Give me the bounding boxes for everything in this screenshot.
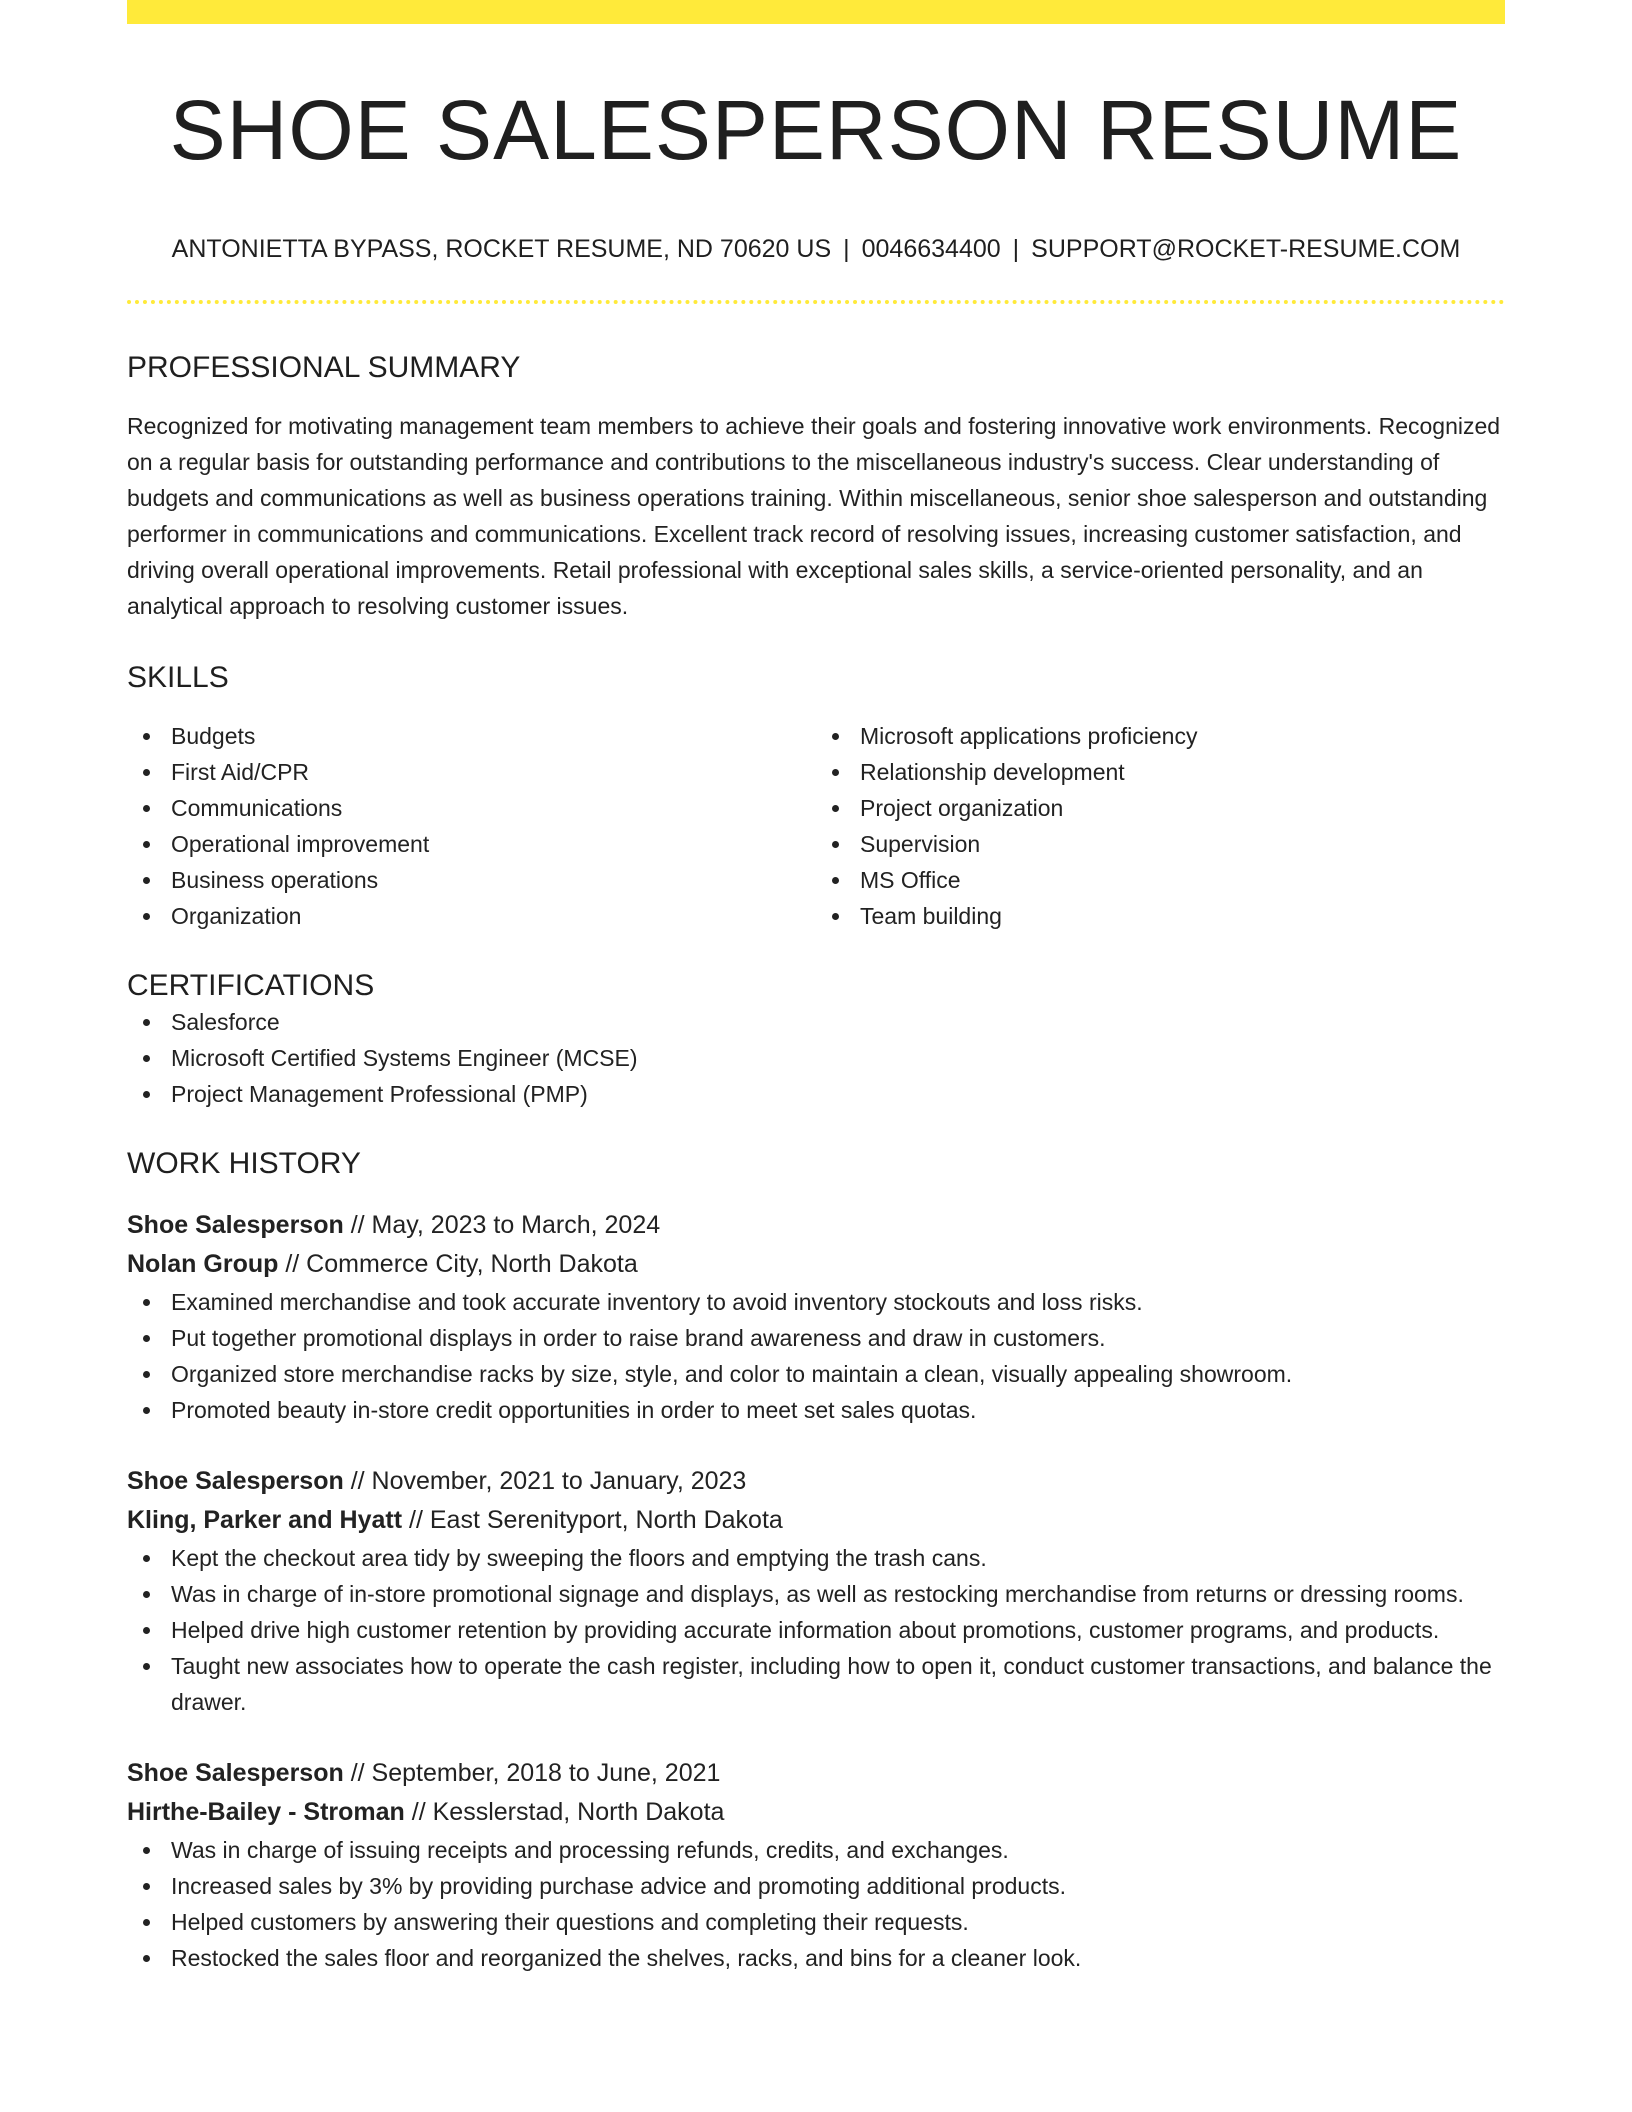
skill-item [816,718,1505,754]
job-duty-item [127,1320,1505,1356]
bullet-dot-icon [143,1883,150,1890]
bullet-dot-icon [143,1055,150,1062]
skill-item [127,898,816,934]
skill-item [127,862,816,898]
certification-item-text: Project Management Professional (PMP) [171,1081,588,1108]
job-duty-item-text: Was in charge of in-store promotional signage and displays, as well as restocking merchandise from returns or dressing rooms. [171,1581,1464,1608]
job-duty-item-text: Kept the checkout area tidy by sweeping the floors and emptying the trash cans. [171,1545,987,1572]
skills-list-left [127,718,816,934]
job-entry [127,1462,1505,1720]
job-duty-item-text: Taught new associates how to operate the cash register, including how to open it, conduct customer transactions, and balance the drawer. [171,1653,1492,1716]
job-company-line [127,1245,1505,1284]
bullet-dot-icon [143,1955,150,1962]
certifications-list [127,1004,1505,1112]
job-duty-item-text: Was in charge of issuing receipts and processing refunds, credits, and exchanges. [171,1837,1009,1864]
job-duty-item [127,1356,1505,1392]
skill-item-text: MS Office [860,867,961,894]
skill-item-text: Operational improvement [171,831,430,858]
job-duty-item [127,1832,1505,1868]
job-duty-item-text: Helped customers by answering their questions and completing their requests. [171,1909,969,1936]
bullet-dot-icon [143,841,150,848]
bullet-dot-icon [143,1555,150,1562]
job-entry [127,1754,1505,1976]
skill-item [816,754,1505,790]
certification-item-text: Microsoft Certified Systems Engineer (MCSE) [171,1045,638,1072]
job-duty-item [127,1868,1505,1904]
job-title-line [127,1754,1505,1793]
skills-column-right [816,718,1505,934]
skill-item [816,898,1505,934]
contact-phone: 0046634400 [861,235,1001,264]
bullet-dot-icon [143,1847,150,1854]
bullet-dot-icon [832,841,839,848]
job-duty-item [127,1284,1505,1320]
bullet-dot-icon [143,733,150,740]
job-duty-item-text: Promoted beauty in-store credit opportunities in order to meet set sales quotas. [171,1397,977,1424]
bullet-dot-icon [143,805,150,812]
bullet-dot-icon [832,877,839,884]
bullet-dot-icon [143,1335,150,1342]
job-duty-item-text: Organized store merchandise racks by size, style, and color to maintain a clean, visually appealing showroom. [171,1361,1293,1388]
job-title-line [127,1206,1505,1245]
job-title-line [127,1462,1505,1501]
bullet-dot-icon [143,913,150,920]
skill-item [816,826,1505,862]
skill-item [127,826,816,862]
bullet-dot-icon [143,769,150,776]
job-company: Nolan Group [127,1250,279,1279]
bullet-dot-icon [832,913,839,920]
contact-email: SUPPORT@ROCKET-RESUME.COM [1031,235,1461,264]
job-dates: // November, 2021 to January, 2023 [350,1467,747,1496]
skills-column-left [127,718,816,934]
skill-item-text: Communications [171,795,343,822]
job-duty-item [127,1904,1505,1940]
job-duty-item [127,1648,1505,1720]
accent-top-bar [127,0,1505,24]
job-duty-item [127,1392,1505,1428]
job-dates: // May, 2023 to March, 2024 [350,1211,661,1240]
skills-grid [127,718,1505,934]
certification-item [127,1076,1505,1112]
job-duty-item-text: Helped drive high customer retention by providing accurate information about promotions, customer programs, and products. [171,1617,1440,1644]
bullet-dot-icon [143,1091,150,1098]
skills-heading: SKILLS [127,661,229,695]
job-title: Shoe Salesperson [127,1759,344,1788]
skill-item-text: Supervision [860,831,981,858]
summary-heading: PROFESSIONAL SUMMARY [127,351,521,385]
job-company-line [127,1793,1505,1832]
skill-item-text: Microsoft applications proficiency [860,723,1198,750]
bullet-dot-icon [143,1299,150,1306]
bullet-dot-icon [143,1663,150,1670]
job-duties-list [127,1284,1505,1428]
job-location: // East Serenityport, North Dakota [409,1506,783,1535]
skill-item [127,718,816,754]
bullet-dot-icon [143,1627,150,1634]
job-company: Hirthe-Bailey - Stroman [127,1798,405,1827]
contact-separator: | [843,235,850,264]
bullet-dot-icon [143,1371,150,1378]
job-duty-item-text: Increased sales by 3% by providing purchase advice and promoting additional products. [171,1873,1066,1900]
skills-list-right [816,718,1505,934]
job-location: // Commerce City, North Dakota [285,1250,638,1279]
bullet-dot-icon [143,877,150,884]
job-title: Shoe Salesperson [127,1467,344,1496]
skill-item-text: Relationship development [860,759,1125,786]
skill-item-text: Business operations [171,867,379,894]
certification-item [127,1004,1505,1040]
summary-text: Recognized for motivating management team members to achieve their goals and fostering innovative work environments. Recognized on a regular basis for outstanding performance and contributions to the miscellaneous industry's success. Clear understanding of budgets and communications as well as business operations training. Within miscellaneous, senior shoe salesperson and outstanding performer in communications and communications. Excellent track record of resolving issues, increasing customer satisfaction, and driving overall operational improvements. Retail professional with exceptional sales skills, a service-oriented personality, and an analytical approach to resolving customer issues. [127,413,1501,620]
job-duty-item [127,1612,1505,1648]
job-duty-item [127,1576,1505,1612]
skill-item-text: Budgets [171,723,256,750]
contact-address: ANTONIETTA BYPASS, ROCKET RESUME, ND 70620 US [171,235,832,264]
skill-item-text: Project organization [860,795,1064,822]
job-duties-list [127,1540,1505,1720]
bullet-dot-icon [832,733,839,740]
job-duty-item-text: Put together promotional displays in order to raise brand awareness and draw in customers. [171,1325,1106,1352]
job-location: // Kesslerstad, North Dakota [411,1798,725,1827]
certification-item-text: Salesforce [171,1009,280,1036]
bullet-dot-icon [143,1019,150,1026]
bullet-dot-icon [143,1591,150,1598]
job-duties-list [127,1832,1505,1976]
dotted-divider [127,300,1505,304]
job-duty-item [127,1940,1505,1976]
certifications-heading: CERTIFICATIONS [127,969,375,1003]
bullet-dot-icon [143,1919,150,1926]
skill-item [127,790,816,826]
resume-page [127,0,1505,1976]
contact-line [127,234,1505,264]
resume-title: SHOE SALESPERSON RESUME [169,83,1463,177]
certification-item [127,1040,1505,1076]
job-company: Kling, Parker and Hyatt [127,1506,403,1535]
skill-item [127,754,816,790]
skill-item [816,790,1505,826]
job-company-line [127,1501,1505,1540]
job-duty-item [127,1540,1505,1576]
job-title: Shoe Salesperson [127,1211,344,1240]
job-duty-item-text: Restocked the sales floor and reorganized the shelves, racks, and bins for a cleaner look. [171,1945,1082,1972]
job-duty-item-text: Examined merchandise and took accurate inventory to avoid inventory stockouts and loss risks. [171,1289,1143,1316]
work-history-heading: WORK HISTORY [127,1147,361,1181]
skill-item-text: First Aid/CPR [171,759,310,786]
work-history-list [127,1206,1505,1976]
bullet-dot-icon [143,1407,150,1414]
contact-separator: | [1012,235,1020,264]
bullet-dot-icon [832,769,839,776]
job-dates: // September, 2018 to June, 2021 [350,1759,721,1788]
job-entry [127,1206,1505,1428]
bullet-dot-icon [832,805,839,812]
skill-item-text: Team building [860,903,1002,930]
skill-item [816,862,1505,898]
skill-item-text: Organization [171,903,302,930]
